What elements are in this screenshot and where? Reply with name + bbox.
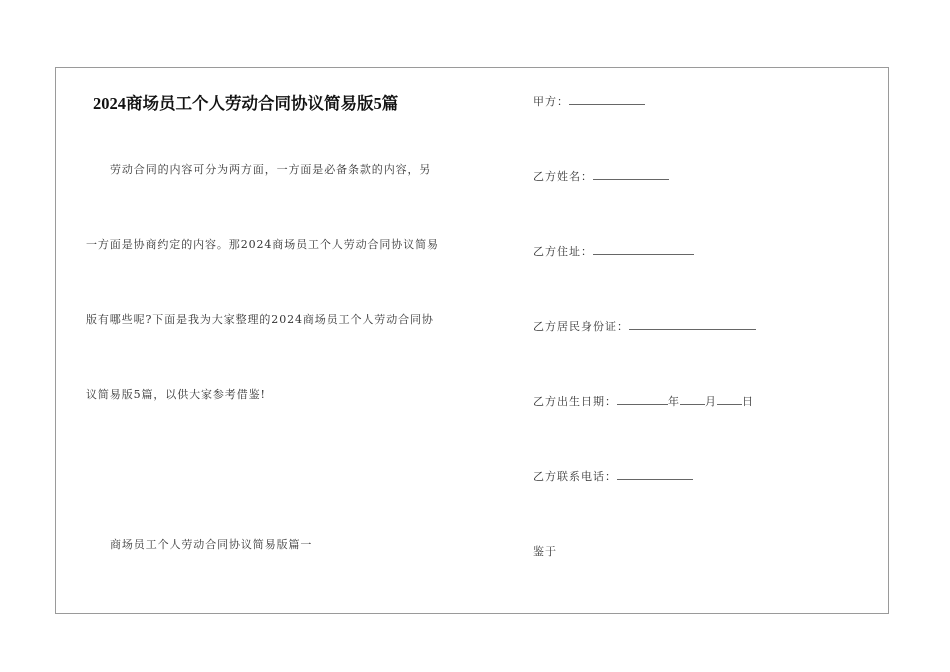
intro-line-4: 议简易版5篇，以供大家参考借鉴!	[86, 388, 266, 401]
party-b-birth-field	[533, 393, 754, 409]
intro-line-2: 一方面是协商约定的内容。那2024商场员工个人劳动合同协议简易	[86, 238, 439, 251]
party-b-phone-field	[533, 468, 693, 484]
party-b-name-field	[533, 168, 669, 184]
birth-day-label: 日	[742, 395, 754, 408]
birth-year-label: 年	[668, 395, 680, 408]
birth-day-blank[interactable]	[717, 394, 742, 405]
intro-line-1: 劳动合同的内容可分为两方面，一方面是必备条款的内容，另	[110, 163, 432, 176]
party-b-name-blank[interactable]	[593, 169, 669, 180]
party-a-label: 甲方：	[533, 95, 569, 108]
birth-month-label: 月	[705, 395, 717, 408]
document-title: 2024商场员工个人劳动合同协议简易版5篇	[93, 94, 399, 113]
party-b-address-field	[533, 243, 694, 259]
party-b-id-blank[interactable]	[629, 319, 756, 330]
party-b-address-blank[interactable]	[593, 244, 694, 255]
party-a-blank[interactable]	[569, 94, 645, 105]
page-frame	[55, 67, 889, 614]
party-b-address-label: 乙方住址：	[533, 245, 593, 258]
whereas-label: 鉴于	[533, 545, 557, 558]
intro-line-3: 版有哪些呢?下面是我为大家整理的2024商场员工个人劳动合同协	[86, 313, 434, 326]
party-b-id-field	[533, 318, 756, 334]
party-b-phone-label: 乙方联系电话：	[533, 470, 617, 483]
section-heading: 商场员工个人劳动合同协议简易版篇一	[110, 538, 313, 551]
party-b-phone-blank[interactable]	[617, 469, 693, 480]
party-b-name-label: 乙方姓名：	[533, 170, 593, 183]
birth-month-blank[interactable]	[680, 394, 705, 405]
birth-year-blank[interactable]	[617, 394, 668, 405]
party-b-id-label: 乙方居民身份证：	[533, 320, 629, 333]
party-a-field	[533, 93, 645, 109]
party-b-birth-label: 乙方出生日期：	[533, 395, 617, 408]
